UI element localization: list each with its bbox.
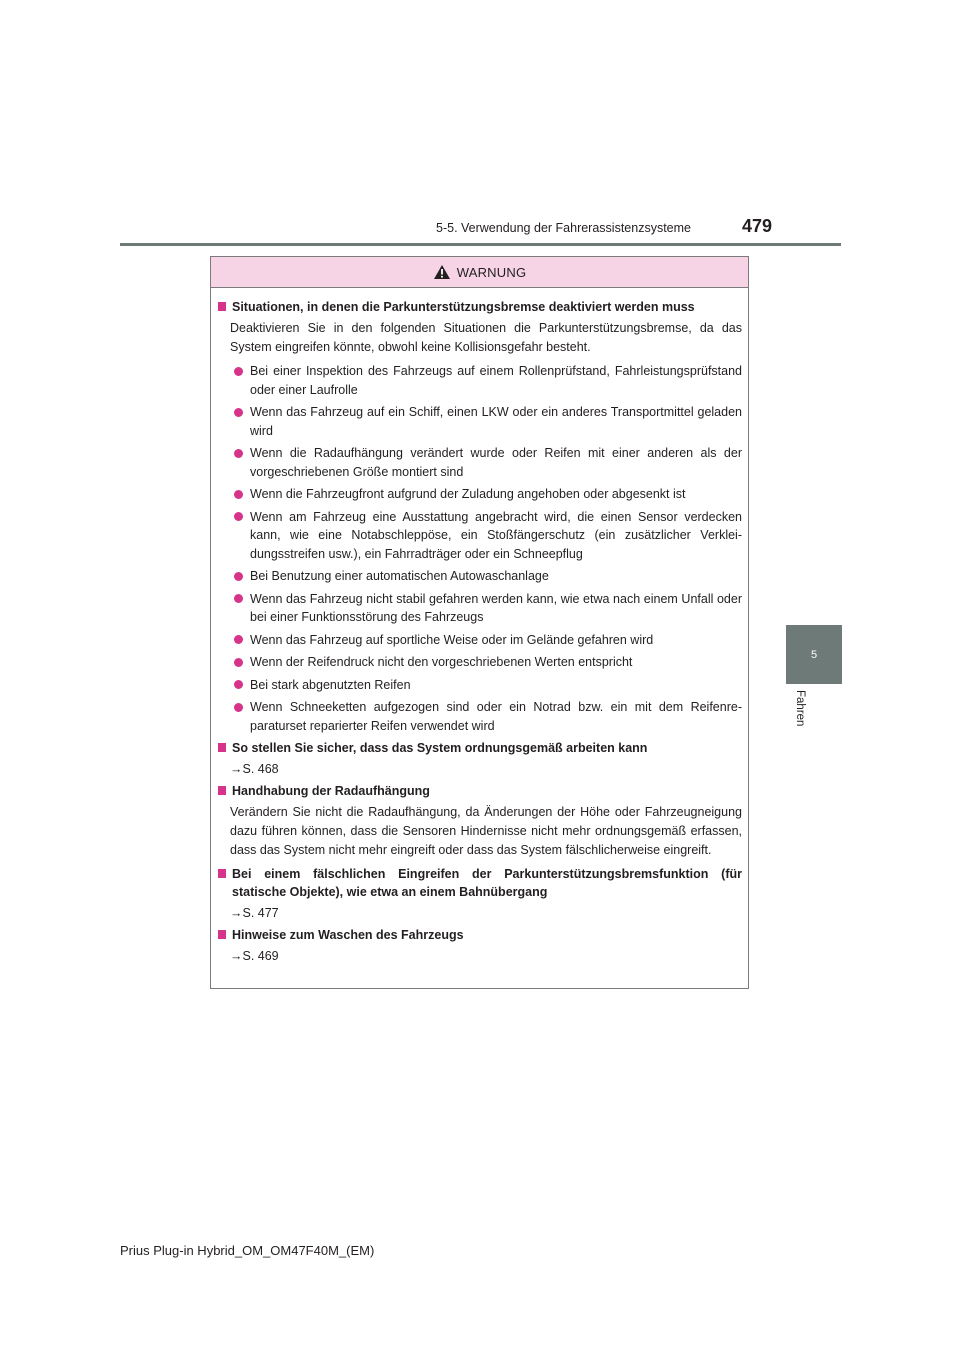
chapter-tab (786, 625, 842, 684)
section-text: Verändern Sie nicht die Radaufhängung, da Änderungen der Höhe oder Fahrzeugneigung dazu führen können, dass die Sensoren Hindernisse nicht mehr ordnungsgemäß erfassen, dass das System nicht mehr eingreift oder dass das System fälschlicherweise eingreift. (230, 805, 742, 857)
round-bullet-icon (234, 703, 243, 712)
section-heading: Hinweise zum Waschen des Fahrzeugs (218, 926, 742, 944)
round-bullet-icon (234, 635, 243, 644)
page-reference: →S. 477 (230, 906, 279, 920)
square-bullet-icon (218, 869, 226, 878)
page-number: 479 (742, 216, 773, 236)
round-bullet-icon (234, 408, 243, 417)
square-bullet-icon (218, 302, 226, 311)
round-bullet-icon (234, 572, 243, 581)
list-item: Bei Benutzung einer automatischen Autowaschanlage (218, 567, 742, 586)
chapter-label: Fahren (794, 690, 806, 727)
square-bullet-icon (218, 786, 226, 795)
section-text: Deaktivieren Sie in den folgenden Situationen die Parkunterstützungsbremse, da das System eingreifen könnte, obwohl keine Kollisionsgefahr besteht. (230, 321, 742, 354)
list-item: Wenn das Fahrzeug auf sportliche Weise oder im Gelände gefahren wird (218, 631, 742, 650)
section-heading: Bei einem fälschlichen Eingreifen der Parkunterstützungsbremsfunktion (für statische Objekte), wie etwa an einem Bahnübergang (218, 865, 742, 901)
square-bullet-icon (218, 743, 226, 752)
round-bullet-icon (234, 680, 243, 689)
list-item: Wenn das Fahrzeug auf ein Schiff, einen LKW oder ein anderes Transportmittel geladen wird (218, 403, 742, 440)
list-item: Bei stark abgenutzten Reifen (218, 676, 742, 695)
page-reference: →S. 468 (230, 762, 279, 776)
round-bullet-icon (234, 367, 243, 376)
square-bullet-icon (218, 930, 226, 939)
section-title: 5-5. Verwendung der Fahrerassistenzsysteme (436, 221, 691, 235)
section-heading: Situationen, in denen die Parkunterstützungsbremse deaktiviert werden muss (218, 298, 742, 316)
document-id: Prius Plug-in Hybrid_OM_OM47F40M_(EM) (120, 1243, 375, 1258)
list-item: Bei einer Inspektion des Fahrzeugs auf einem Rollenprüfstand, Fahrleistungsprüfstand oder einer Laufrolle (218, 362, 742, 399)
section-heading: Handhabung der Radaufhängung (218, 782, 742, 800)
chapter-number: 5 (810, 648, 818, 661)
page-reference: →S. 469 (230, 949, 279, 963)
round-bullet-icon (234, 449, 243, 458)
warning-header (211, 257, 748, 288)
warning-body (211, 288, 748, 965)
round-bullet-icon (234, 490, 243, 499)
warning-triangle-icon (433, 264, 451, 280)
list-item: Wenn Schneeketten aufgezogen sind oder ein Notrad bzw. ein mit dem Reifenreparaturset reparierter Reifen verwendet wird (218, 698, 742, 735)
round-bullet-icon (234, 512, 243, 521)
list-item: Wenn die Fahrzeugfront aufgrund der Zuladung angehoben oder abgesenkt ist (218, 485, 742, 504)
list-item: Wenn der Reifendruck nicht den vorgeschriebenen Werten entspricht (218, 653, 742, 672)
round-bullet-icon (234, 594, 243, 603)
warning-title: WARNUNG (456, 264, 527, 280)
header-divider (120, 243, 841, 246)
list-item: Wenn am Fahrzeug eine Ausstattung angebracht wird, die einen Sensor verdecken kann, wie eine Notabschleppöse, ein Stoßfängerschutz (ein zusätzlicher Verkleidungsstreifen usw.), ein Fahrradträger oder ein Schneepflug (218, 508, 742, 564)
warning-box (210, 256, 749, 989)
round-bullet-icon (234, 658, 243, 667)
section-heading: So stellen Sie sicher, dass das System ordnungsgemäß arbeiten kann (218, 739, 742, 757)
list-item: Wenn das Fahrzeug nicht stabil gefahren werden kann, wie etwa nach einem Unfall oder bei einer Funktionsstörung des Fahrzeugs (218, 590, 742, 627)
list-item: Wenn die Radaufhängung verändert wurde oder Reifen mit einer anderen als der vorgeschriebenen Größe montiert sind (218, 444, 742, 481)
